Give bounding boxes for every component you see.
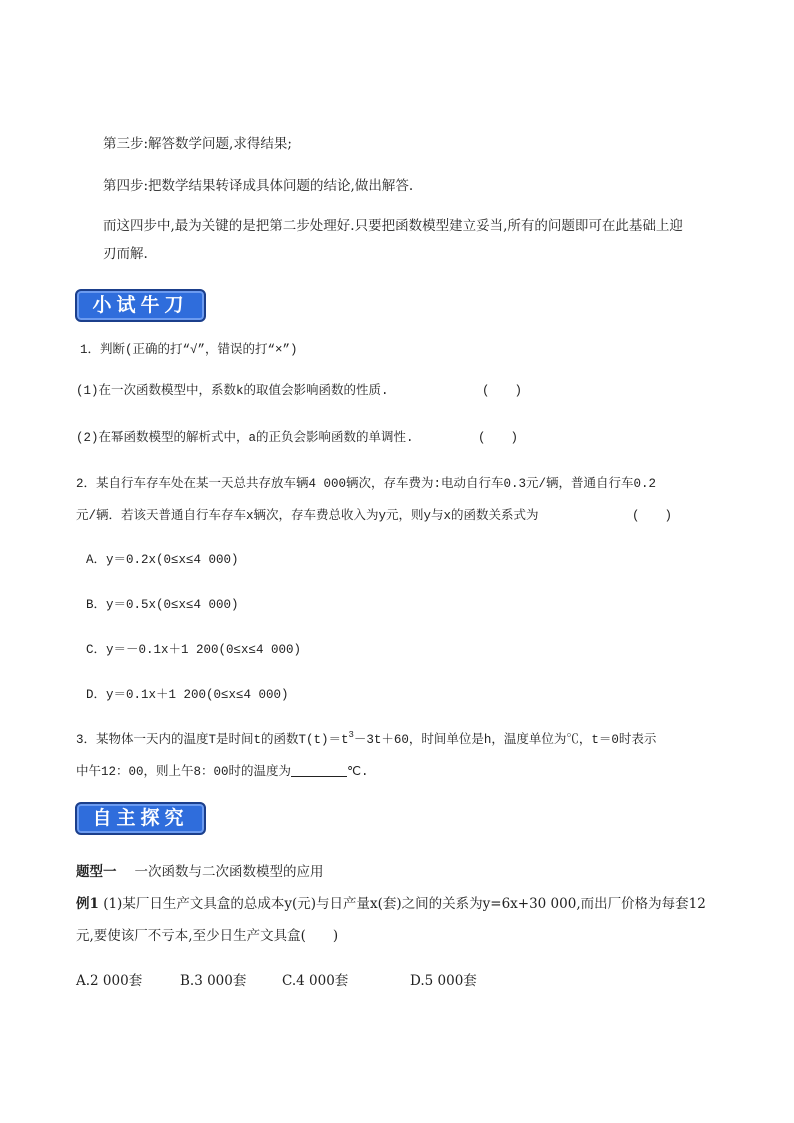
example1-label: 例1 xyxy=(76,896,99,912)
q3-exponent: 3 xyxy=(348,730,354,740)
type1-heading xyxy=(76,862,324,882)
q2-option-d: D．y＝0.1x＋1 200(0≤x≤4 000) xyxy=(86,688,289,702)
q1-item2: (2)在幂函数模型的解析式中，a的正负会影响函数的单调性. xyxy=(76,431,414,445)
example1-line1 xyxy=(76,894,706,914)
example1-option-d: D.5 000套 xyxy=(410,973,477,989)
q3-line2-part-b: ℃. xyxy=(347,765,369,779)
key-point-line2: 刃而解. xyxy=(103,246,148,262)
section-badge-explore: 自主探究 xyxy=(75,802,206,835)
q3-stem-line1 xyxy=(76,730,656,750)
section-badge-practice: 小试牛刀 xyxy=(75,289,206,322)
q1-stem: 1．判断(正确的打“√”，错误的打“×”) xyxy=(80,343,298,357)
example1-option-a: A.2 000套 xyxy=(76,973,143,989)
q1-item1-answer-paren: ( ) xyxy=(482,384,523,398)
example1-line2: 元,要使该厂不亏本,至少日生产文具盒( ) xyxy=(76,928,339,944)
q2-stem-line1: 2．某自行车存车处在某一天总共存放车辆4 000辆次，存车费为:电动自行车0.3元/辆，普通自行车0.2 xyxy=(76,477,657,491)
example1-option-b: B.3 000套 xyxy=(180,973,247,989)
q2-answer-paren: ( ) xyxy=(632,509,673,523)
q3-stem-line2 xyxy=(76,762,369,782)
q3-answer-blank[interactable] xyxy=(291,762,347,777)
step3-text: 第三步:解答数学问题,求得结果; xyxy=(103,136,292,152)
q3-line1-part-b: －3t＋60，时间单位是h，温度单位为℃，t＝0时表示 xyxy=(353,733,657,747)
type1-label: 题型一 xyxy=(76,864,117,880)
q2-option-c: C．y＝－0.1x＋1 200(0≤x≤4 000) xyxy=(86,643,302,657)
q3-line1-part-a: 3．某物体一天内的温度T是时间t的函数T(t)＝t xyxy=(76,733,349,747)
key-point-line1: 而这四步中,最为关键的是把第二步处理好.只要把函数模型建立妥当,所有的问题即可在此基础上迎 xyxy=(103,218,683,234)
q2-option-a: A．y＝0.2x(0≤x≤4 000) xyxy=(86,553,239,567)
q1-item1: (1)在一次函数模型中，系数k的取值会影响函数的性质. xyxy=(76,384,389,398)
q2-option-b: B．y＝0.5x(0≤x≤4 000) xyxy=(86,598,239,612)
example1-option-c: C.4 000套 xyxy=(282,973,349,989)
q1-item2-answer-paren: ( ) xyxy=(478,431,519,445)
q2-stem-line2: 元/辆．若该天普通自行车存车x辆次，存车费总收入为y元，则y与x的函数关系式为 xyxy=(76,509,539,523)
step4-text: 第四步:把数学结果转译成具体问题的结论,做出解答. xyxy=(103,178,414,194)
type1-title: 一次函数与二次函数模型的应用 xyxy=(134,864,324,880)
q3-line2-part-a: 中午12：00，则上午8：00时的温度为 xyxy=(76,765,292,779)
example1-line1-text: (1)某厂日生产文具盒的总成本y(元)与日产量x(套)之间的关系为y=6x+30 000,而出厂价格为每套12 xyxy=(98,896,706,912)
